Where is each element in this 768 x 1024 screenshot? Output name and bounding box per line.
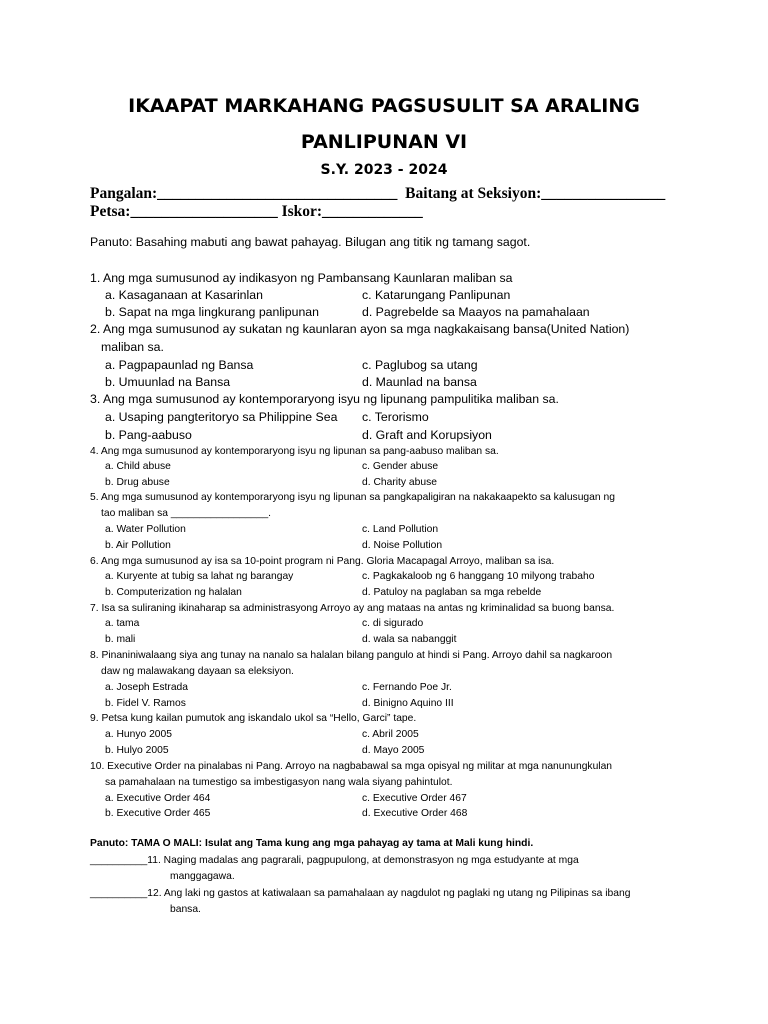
- choice-c: c. Paglubog sa utang: [362, 358, 478, 372]
- question-stem: 7. Isa sa suliraning ikinaharap sa administrasyong Arroyo ay ang mataas na antas ng kriminalidad sa buong bansa.: [90, 603, 615, 614]
- choice-b: b. Sapat na mga lingkurang panlipunan: [105, 305, 319, 319]
- exam-title-line1: IKAAPAT MARKAHANG PAGSUSULIT SA ARALING: [128, 95, 640, 117]
- true-false-instructions: Panuto: TAMA O MALI: Isulat ang Tama kung ang mga pahayag ay tama at Mali kung hindi.: [90, 838, 534, 849]
- choice-a: a. tama: [105, 618, 140, 629]
- choice-d: d. wala sa nabanggit: [362, 634, 457, 645]
- question-stem-continued: sa pamahalaan na tumestigo sa imbestigasyon nang wala siyang pahintulot.: [105, 777, 453, 788]
- choice-b: b. Hulyo 2005: [105, 745, 169, 756]
- choice-c: c. Fernando Poe Jr.: [362, 682, 452, 693]
- choice-a: a. Water Pollution: [105, 524, 186, 535]
- choice-d: d. Patuloy na paglaban sa mga rebelde: [362, 587, 542, 598]
- choice-d: d. Binigno Aquino III: [362, 698, 454, 709]
- choice-c: c. Katarungang Panlipunan: [362, 288, 511, 302]
- choice-b: b. Fidel V. Ramos: [105, 698, 186, 709]
- choice-c: c. Abril 2005: [362, 729, 419, 740]
- question-stem-continued: tao maliban sa _________________.: [101, 508, 272, 519]
- choice-a: a. Kasaganaan at Kasarinlan: [105, 288, 263, 302]
- choice-b: b. Umuunlad na Bansa: [105, 375, 231, 389]
- choice-c: c. Gender abuse: [362, 461, 439, 472]
- choice-b: b. Drug abuse: [105, 477, 170, 488]
- question-stem: 9. Petsa kung kailan pumutok ang iskandalo ukol sa “Hello, Garci” tape.: [90, 713, 417, 724]
- question-stem: 5. Ang mga sumusunod ay kontemporaryong isyu ng lipunan sa pangkapaligiran na nakakaapekto sa kalusugan ng: [90, 492, 615, 503]
- choice-c: c. di sigurado: [362, 618, 424, 629]
- choice-b: b. Pang-aabuso: [105, 428, 192, 442]
- question-stem: 4. Ang mga sumusunod ay kontemporaryong isyu ng lipunan sa pang-aabuso maliban sa.: [90, 446, 499, 457]
- choice-d: d. Mayo 2005: [362, 745, 425, 756]
- choice-d: d. Executive Order 468: [362, 808, 468, 819]
- question-stem: 10. Executive Order na pinalabas ni Pang. Arroyo na nagbabawal sa mga opisyal ng militar at mga nanunungkulan: [90, 761, 613, 772]
- choice-d: d. Maunlad na bansa: [362, 375, 477, 389]
- date-score-line: Petsa:___________________ Iskor:_____________: [90, 203, 423, 220]
- question-stem: 3. Ang mga sumusunod ay kontemporaryong isyu ng lipunang pampulitika maliban sa.: [90, 392, 559, 406]
- true-false-item: __________12. Ang laki ng gastos at katiwalaan sa pamahalaan ay nagdulot ng paglaki ng utang ng Pilipinas sa ibang: [90, 888, 631, 899]
- choice-b: b. mali: [105, 634, 136, 645]
- question-stem: 6. Ang mga sumusunod ay isa sa 10-point program ni Pang. Gloria Macapagal Arroyo, maliban sa isa.: [90, 556, 555, 567]
- choice-a: a. Usaping pangteritoryo sa Philippine Sea: [105, 410, 338, 424]
- exam-title-line2: PANLIPUNAN VI: [300, 131, 468, 153]
- choice-d: d. Graft and Korupsiyon: [362, 428, 492, 442]
- choice-c: c. Land Pollution: [362, 524, 439, 535]
- true-false-item-continued: bansa.: [170, 904, 201, 915]
- choice-c: c. Pagkakaloob ng 6 hanggang 10 milyong trabaho: [362, 571, 595, 582]
- choice-c: c. Executive Order 467: [362, 793, 467, 804]
- choice-b: b. Executive Order 465: [105, 808, 211, 819]
- true-false-item-continued: manggagawa.: [170, 871, 235, 882]
- instructions: Panuto: Basahing mabuti ang bawat pahayag. Bilugan ang titik ng tamang sagot.: [90, 235, 531, 249]
- choice-b: b. Computerization ng halalan: [105, 587, 242, 598]
- question-stem: 2. Ang mga sumusunod ay sukatan ng kaunlaran ayon sa mga nagkakaisang bansa(United Nation): [90, 322, 630, 336]
- choice-d: d. Noise Pollution: [362, 540, 443, 551]
- choice-a: a. Pagpapaunlad ng Bansa: [105, 358, 254, 372]
- choice-a: a. Child abuse: [105, 461, 171, 472]
- choice-a: a. Kuryente at tubig sa lahat ng barangay: [105, 571, 294, 582]
- choice-c: c. Terorismo: [362, 410, 429, 424]
- choice-a: a. Joseph Estrada: [105, 682, 188, 693]
- choice-a: a. Hunyo 2005: [105, 729, 172, 740]
- choice-b: b. Air Pollution: [105, 540, 171, 551]
- question-stem: 8. Pinaniniwalaang siya ang tunay na nanalo sa halalan bilang pangulo at hindi si Pang. Arroyo dahil sa nagkaroon: [90, 650, 613, 661]
- name-section-line: Pangalan:_______________________________ Baitang at Seksiyon:________________: [90, 185, 666, 202]
- true-false-item: __________11. Naging madalas ang pagrarali, pagpupulong, at demonstrasyon ng mga estudyante at mga: [90, 855, 579, 866]
- choice-d: d. Charity abuse: [362, 477, 437, 488]
- choice-d: d. Pagrebelde sa Maayos na pamahalaan: [362, 305, 590, 319]
- school-year: S.Y. 2023 - 2024: [320, 162, 448, 178]
- question-stem-continued: maliban sa.: [101, 340, 164, 354]
- question-stem-continued: daw ng malawakang dayaan sa eleksiyon.: [101, 666, 294, 677]
- question-stem: 1. Ang mga sumusunod ay indikasyon ng Pambansang Kaunlaran maliban sa: [90, 271, 513, 285]
- choice-a: a. Executive Order 464: [105, 793, 211, 804]
